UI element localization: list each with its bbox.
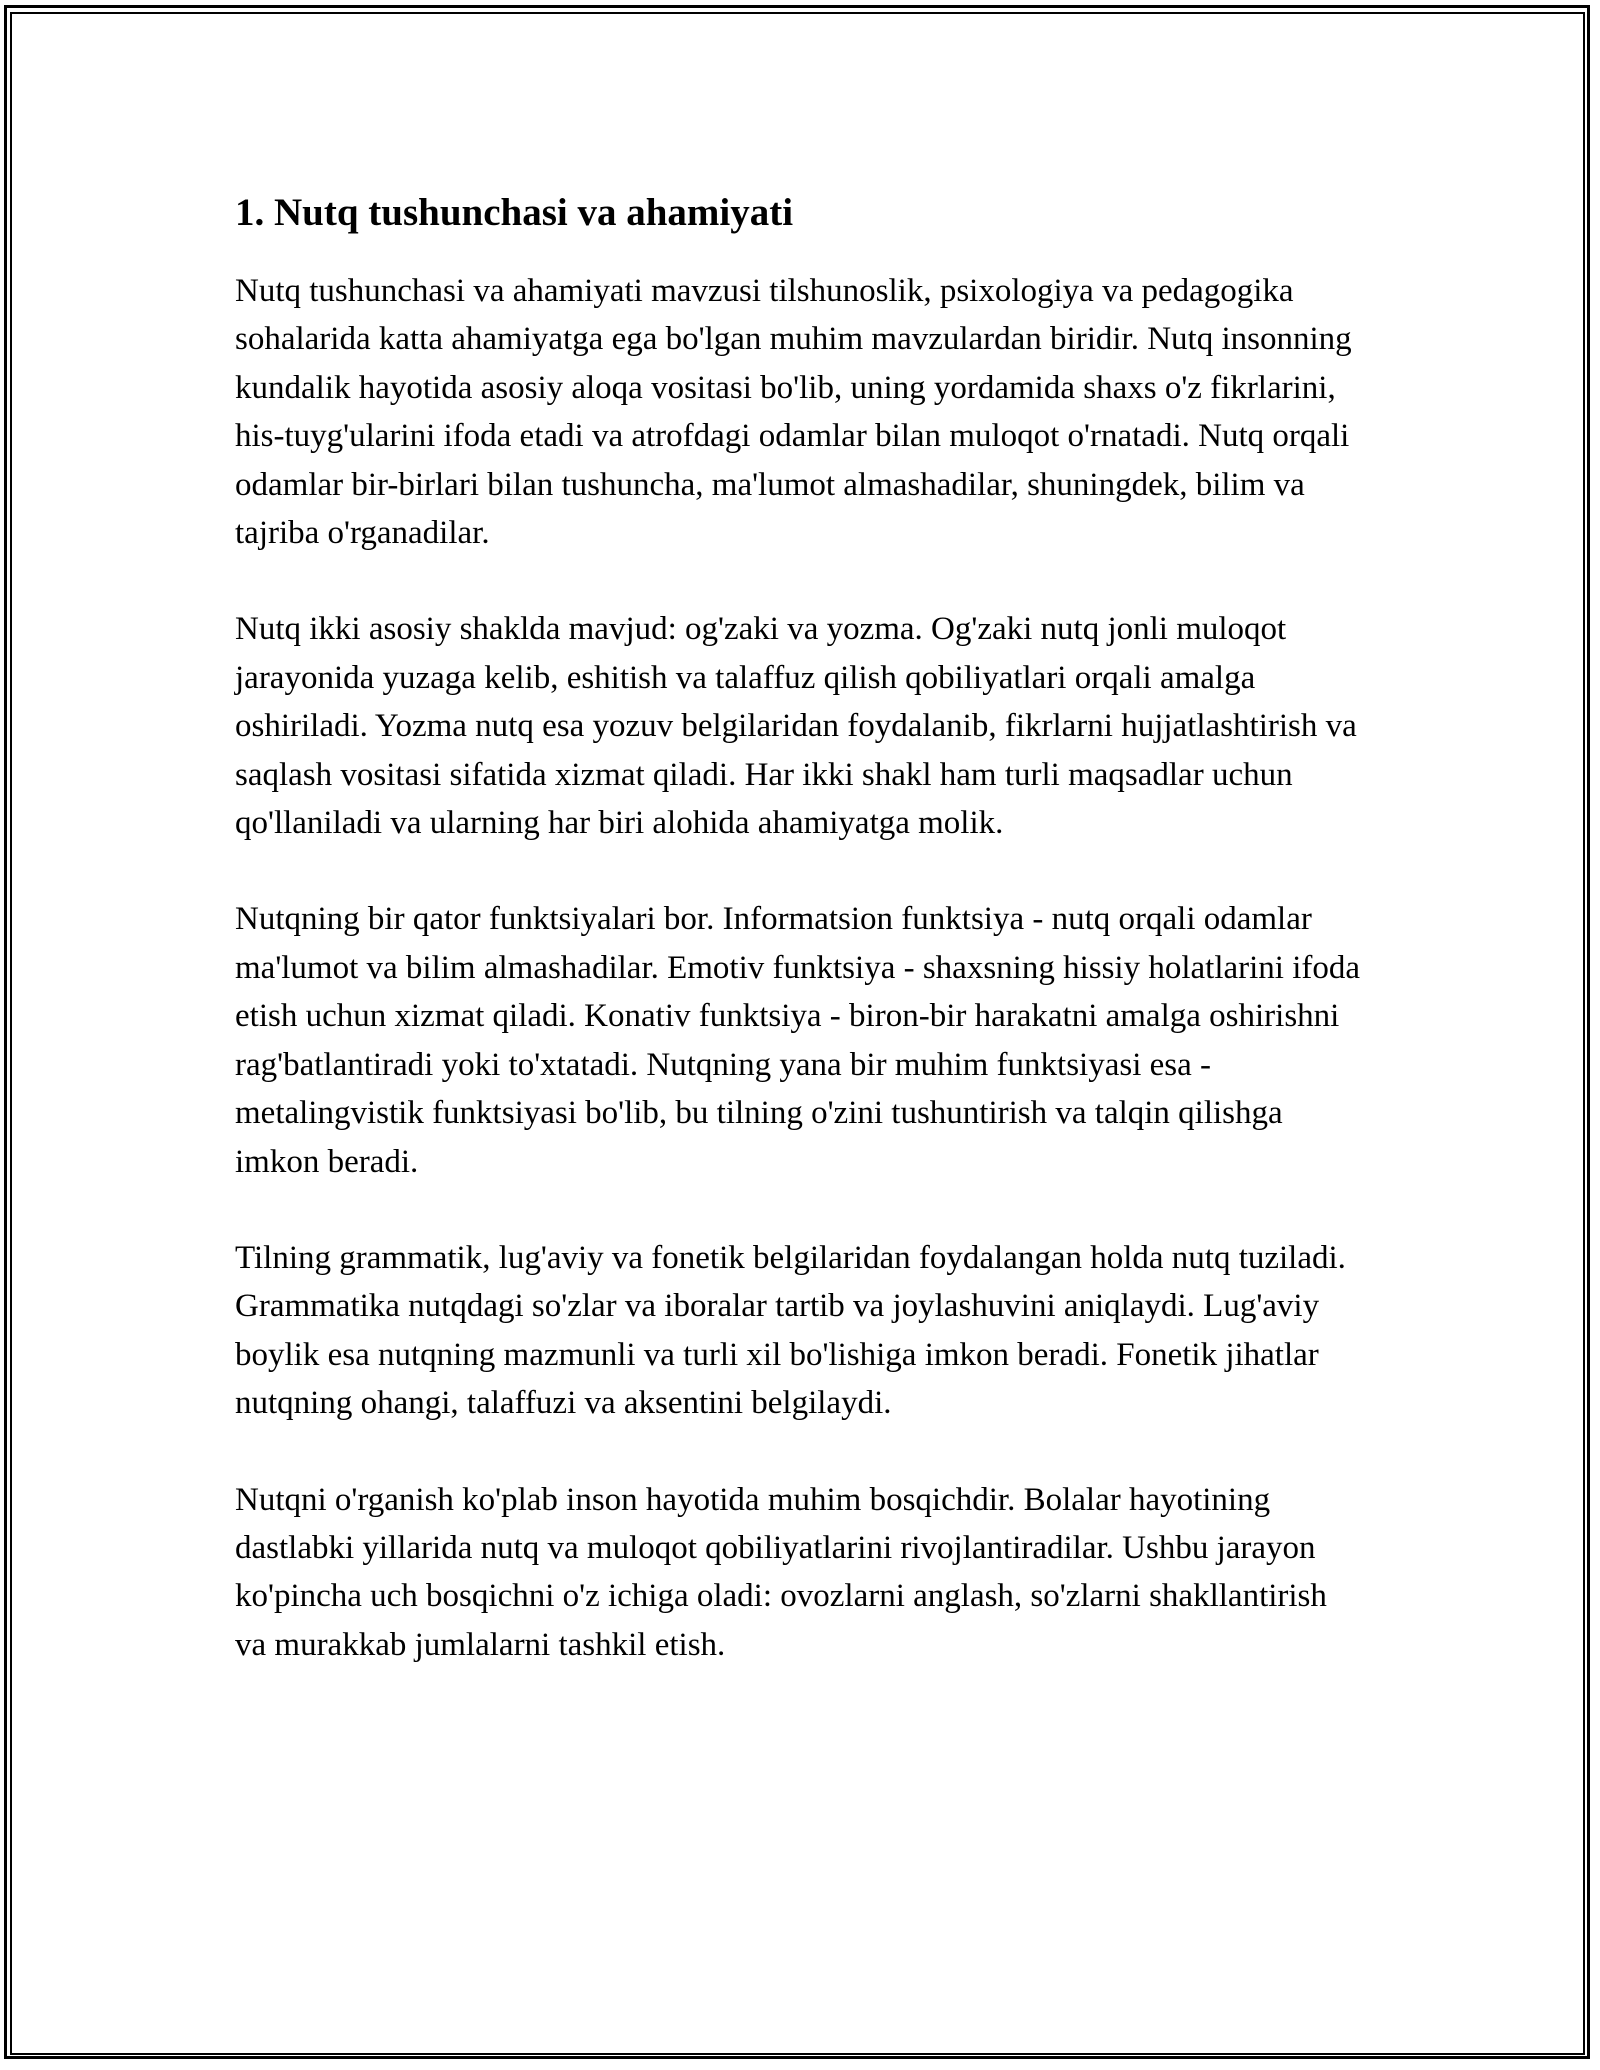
section-heading: 1. Nutq tushunchasi va ahamiyati [235,191,794,234]
paragraph-2: Nutq ikki asosiy shaklda mavjud: og'zaki va yozma. Og'zaki nutq jonli muloqot jarayonida yuzaga kelib, eshitish va talaffuz qilish qobiliyatlari orqali amalga oshiriladi. Yozma nutq esa yozuv belgilaridan foydalanib, fikrlarni hujjatlashtirish va saqlash vositasi sifatida xizmat qiladi. Har ikki shakl ham turli maqsadlar uchun qo'llaniladi va ularning har biri alohida ahamiyatga molik. [235,611,1357,842]
paragraph-1: Nutq tushunchasi va ahamiyati mavzusi tilshunoslik, psixologiya va pedagogika sohalarida katta ahamiyatga ega bo'lgan muhim mavzulardan biridir. Nutq insonning kundalik hayotida asosiy aloqa vositasi bo'lib, uning yordamida shaxs o'z fikrlarini, his-tuyg'ularini ifoda etadi va atrofdagi odamlar bilan muloqot o'rnatadi. Nutq orqali odamlar bir-birlari bilan tushuncha, ma'lumot almashadilar, shuningdek, bilim va tajriba o'rganadilar. [235,273,1352,552]
paragraph-4: Tilning grammatik, lug'aviy va fonetik belgilaridan foydalangan holda nutq tuziladi. Grammatika nutqdagi so'zlar va iboralar tartib va joylashuvini aniqlaydi. Lug'aviy boylik esa nutqning mazmunli va turli xil bo'lishiga imkon beradi. Fonetik jihatlar nutqning ohangi, talaffuzi va aksentini belgilaydi. [235,1239,1346,1422]
paragraph-5: Nutqni o'rganish ko'plab inson hayotida muhim bosqichdir. Bolalar hayotining dastlabki yillarida nutq va muloqot qobiliyatlarini rivojlantiradilar. Ushbu jarayon ko'pincha uch bosqichni o'z ichiga oladi: ovozlarni anglash, so'zlarni shakllantirish va murakkab jumlalarni tashkil etish. [235,1481,1327,1663]
paragraph-3: Nutqning bir qator funktsiyalari bor. Informatsion funktsiya - nutq orqali odamlar ma'lumot va bilim almashadilar. Emotiv funktsiya - shaxsning hissiy holatlarini ifoda etish uchun xizmat qiladi. Konativ funktsiya - biron-bir harakatni amalga oshirishni rag'batlantiradi yoki to'xtatadi. Nutqning yana bir muhim funktsiyasi esa - metalingvistik funktsiyasi bo'lib, bu tilning o'zini tushuntirish va talqin qilishga imkon beradi. [235,901,1361,1180]
document-body [235,187,1365,1669]
